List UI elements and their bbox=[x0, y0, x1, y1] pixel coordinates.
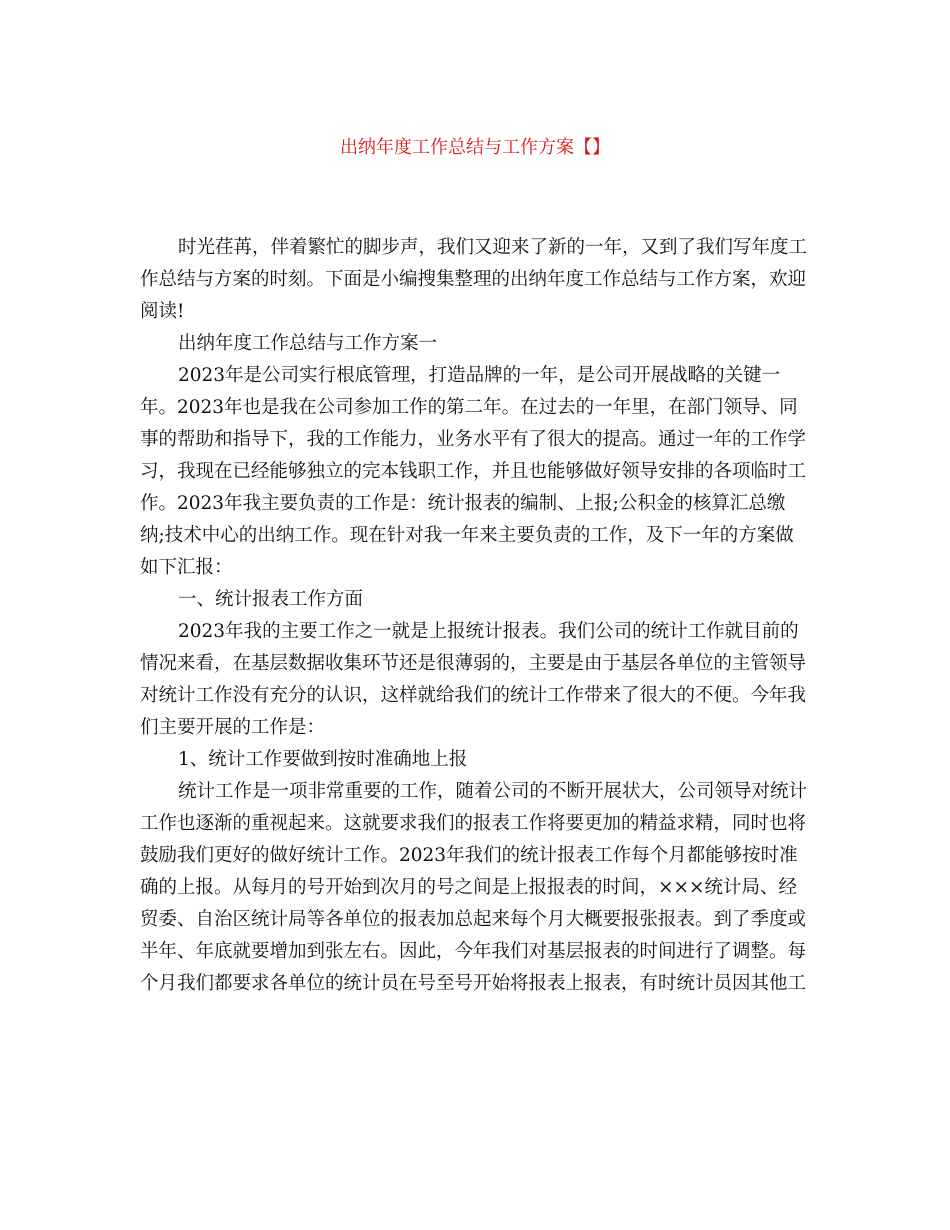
paragraph-line: 时光荏苒，伴着繁忙的脚步声，我们又迎来了新的一年，又到了我们写年度工 bbox=[178, 237, 808, 258]
section-heading: 一、统计报表工作方面 bbox=[178, 589, 364, 610]
paragraph-line: 半年、年底就要增加到张左右。因此，今年我们对基层报表的时间进行了调整。每 bbox=[140, 941, 807, 962]
paragraph-line: 们主要开展的工作是： bbox=[140, 717, 326, 738]
paragraph-line: 纳;技术中心的出纳工作。现在针对我一年来主要负责的工作，及下一年的方案做 bbox=[140, 525, 794, 546]
section-heading: 出纳年度工作总结与工作方案一 bbox=[178, 333, 438, 354]
paragraph-line: 确的上报。从每月的号开始到次月的号之间是上报报表的时间，×××统计局、经 bbox=[140, 877, 798, 898]
paragraph-line: 个月我们都要求各单位的统计员在号至号开始将报表上报表，有时统计员因其他工 bbox=[140, 973, 807, 994]
paragraph-line: 鼓励我们更好的做好统计工作。2023年我们的统计报表工作每个月都能够按时准 bbox=[140, 845, 798, 866]
paragraph-line: 年。2023年也是我在公司参加工作的第二年。在过去的一年里，在部门领导、同 bbox=[140, 397, 798, 418]
paragraph-line: 2023年是公司实行根底管理，打造品牌的一年，是公司开展战略的关键一 bbox=[178, 365, 781, 386]
paragraph-line: 情况来看，在基层数据收集环节还是很薄弱的，主要是由于基层各单位的主管领导 bbox=[140, 653, 807, 674]
paragraph-line: 贸委、自治区统计局等各单位的报表加总起来每个月大概要报张报表。到了季度或 bbox=[140, 909, 807, 930]
paragraph-line: 如下汇报： bbox=[140, 557, 233, 578]
document-body bbox=[140, 232, 812, 1000]
paragraph-line: 习，我现在已经能够独立的完本钱职工作，并且也能够做好领导安排的各项临时工 bbox=[140, 461, 807, 482]
document-title: 出纳年度工作总结与工作方案【】 bbox=[340, 137, 610, 158]
paragraph-line: 阅读! bbox=[140, 301, 185, 322]
section-heading: 1、统计工作要做到按时准确地上报 bbox=[178, 749, 468, 770]
paragraph-line: 2023年我的主要工作之一就是上报统计报表。我们公司的统计工作就目前的 bbox=[178, 621, 799, 642]
paragraph-line: 作总结与方案的时刻。下面是小编搜集整理的出纳年度工作总结与工作方案，欢迎 bbox=[140, 269, 807, 290]
paragraph-line: 作。2023年我主要负责的工作是：统计报表的编制、上报;公积金的核算汇总缴 bbox=[140, 493, 786, 514]
paragraph-line: 事的帮助和指导下，我的工作能力，业务水平有了很大的提高。通过一年的工作学 bbox=[140, 429, 807, 450]
paragraph-line: 工作也逐渐的重视起来。这就要求我们的报表工作将要更加的精益求精，同时也将 bbox=[140, 813, 807, 834]
paragraph-line: 统计工作是一项非常重要的工作，随着公司的不断开展状大，公司领导对统计 bbox=[178, 781, 808, 802]
paragraph-line: 对统计工作没有充分的认识，这样就给我们的统计工作带来了很大的不便。今年我 bbox=[140, 685, 807, 706]
